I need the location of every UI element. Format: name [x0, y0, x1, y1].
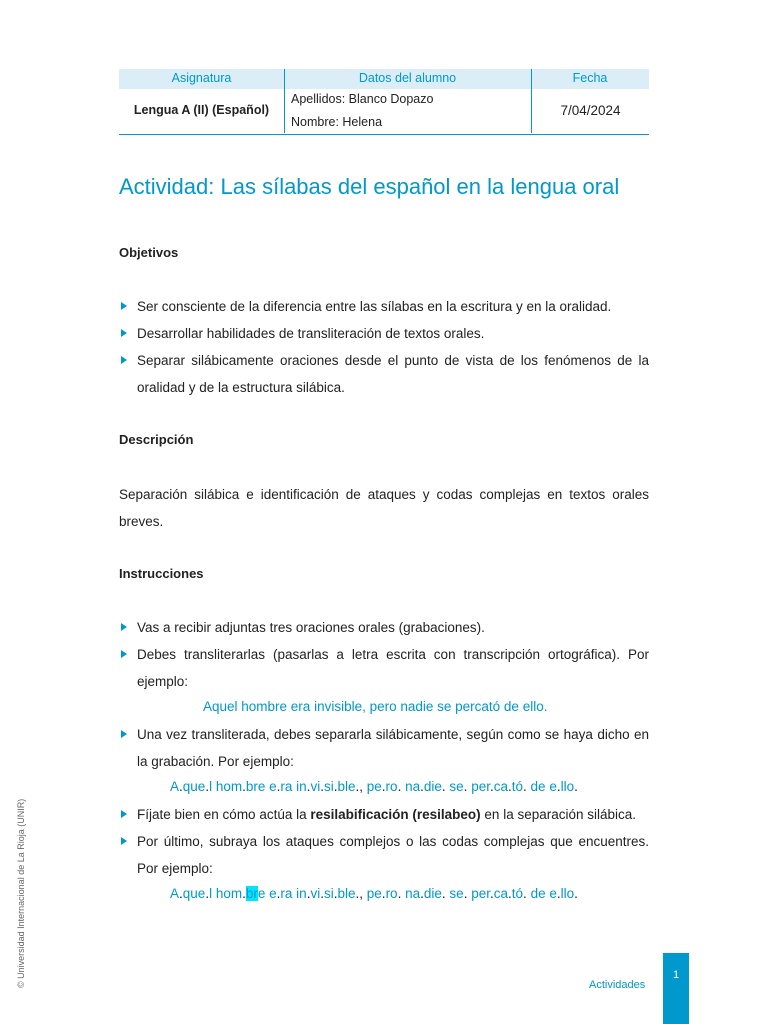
syllable-separator: . — [463, 886, 468, 901]
syllable-separator: . — [381, 886, 386, 901]
syllable: pe — [363, 886, 382, 901]
syllable: ra in — [280, 779, 307, 794]
description-text: Separación silábica e identificación de ataques y codas complejas en textos orales breves. — [119, 487, 649, 529]
syllable-separator: . — [508, 779, 512, 794]
list-item — [119, 293, 649, 320]
syllable: llo — [560, 886, 575, 901]
syllable: per — [467, 779, 490, 794]
page-number: 1 — [672, 969, 680, 981]
syllable-separator: . — [420, 779, 424, 794]
footer-label: Actividades — [589, 979, 646, 991]
syllable-separator: . — [574, 779, 578, 794]
date-value: 7/04/2024 — [560, 103, 621, 118]
syllable: si — [323, 779, 334, 794]
syllable-separator: . — [333, 779, 338, 794]
syllable: ro — [385, 886, 398, 901]
syllable: que — [182, 886, 206, 901]
syllable-separator: . — [320, 779, 324, 794]
syllable: A — [170, 779, 180, 794]
bold-term: resilabificación (resilabeo) — [310, 807, 481, 822]
syllable: ble — [337, 886, 356, 901]
syllable-separator: . — [320, 886, 324, 901]
list-item — [119, 347, 649, 401]
highlighted-syllable: br — [245, 886, 258, 901]
syllable-separator: . — [574, 886, 578, 901]
list-item-text: Vas a recibir adjuntas tres oraciones orales (grabaciones). — [137, 620, 485, 635]
bullet-arrow-icon — [121, 810, 127, 818]
list-item-text-end: en la separación silábica. — [480, 807, 637, 822]
list-item-text: Debes transliterarlas (pasarlas a letra escrita con transcripción ortográfica). Por ejemplo: — [137, 647, 649, 689]
bullet-arrow-icon — [121, 302, 127, 310]
syllable-separator: . — [397, 779, 402, 794]
list-item-text: Ser consciente de la diferencia entre las sílabas en la escritura y en la oralidad. — [137, 299, 612, 314]
syllable-separator: . — [242, 779, 246, 794]
bullet-arrow-icon — [121, 730, 127, 738]
syllable: pe — [363, 779, 382, 794]
syllable-separator: . — [205, 779, 210, 794]
syllable-separator: . — [397, 886, 402, 901]
syllable: tó — [511, 886, 524, 901]
syllable: l hom — [209, 886, 243, 901]
syllabified-example — [170, 779, 578, 794]
syllable-separator: . — [420, 886, 424, 901]
syllable: ca — [493, 779, 508, 794]
syllable: na — [401, 886, 421, 901]
syllable: se — [445, 886, 464, 901]
syllable: ro — [385, 779, 398, 794]
syllable-separator: . — [276, 779, 281, 794]
syllable: que — [182, 779, 206, 794]
bullet-arrow-icon — [121, 356, 127, 364]
bullet-arrow-icon — [121, 837, 127, 845]
list-item-text: Desarrollar habilidades de transliteración de textos orales. — [137, 326, 485, 341]
syllable: ble — [337, 779, 356, 794]
syllable-separator: . — [276, 886, 281, 901]
syllable: tó — [511, 779, 524, 794]
syllable: vi — [310, 886, 321, 901]
syllable-separator: . — [556, 779, 561, 794]
list-item-text: Por último, subraya los ataques complejos o las codas complejas que encuentres. Por ejemplo: — [137, 834, 649, 876]
syllable-separator: . — [205, 886, 210, 901]
syllable-separator: . — [556, 886, 561, 901]
syllable-separator: . — [441, 779, 446, 794]
syllable: si — [323, 886, 334, 901]
syllable-separator: . — [306, 779, 311, 794]
example-sentence: Aquel hombre era invisible, pero nadie se percató de ello. — [203, 699, 548, 714]
syllable-separator: . — [463, 779, 468, 794]
page-number-box — [663, 953, 689, 1024]
divider — [531, 69, 532, 133]
syllable: l hom — [209, 779, 243, 794]
list-item — [119, 320, 649, 347]
syllable-separator: . — [242, 886, 246, 901]
syllable-separator: . — [523, 886, 527, 901]
syllable-separator: . — [508, 886, 512, 901]
list-item — [119, 641, 649, 695]
col-student-header: Datos del alumno — [358, 71, 457, 85]
syllable-separator: . — [441, 886, 446, 901]
syllable: e e — [257, 886, 277, 901]
list-item — [119, 721, 649, 775]
syllable: vi — [310, 779, 321, 794]
list-item-text: Separar silábicamente oraciones desde el punto de vista de los fenómenos de la oralidad y de la estructura silábica. — [137, 353, 649, 395]
syllable-separator: . — [489, 779, 494, 794]
syllable-separator: . — [489, 886, 494, 901]
syllable-separator: . — [306, 886, 311, 901]
copyright-sidebar: © Universidad Internacional de La Rioja (UNIR) — [16, 798, 26, 988]
objectives-heading: Objetivos — [119, 245, 179, 260]
list-item — [119, 801, 649, 828]
syllable-separator: . — [381, 779, 386, 794]
list-item-text-start: Fíjate bien en cómo actúa la — [137, 807, 311, 822]
syllable: die — [423, 886, 442, 901]
col-date-header: Fecha — [572, 71, 608, 85]
bullet-arrow-icon — [121, 623, 127, 631]
syllable: na — [401, 779, 421, 794]
bullet-arrow-icon — [121, 650, 127, 658]
name-value: Nombre: Helena — [291, 115, 383, 129]
syllable: de e — [526, 779, 557, 794]
col-subject-header: Asignatura — [171, 71, 232, 85]
surname-value: Apellidos: Blanco Dopazo — [291, 92, 434, 106]
syllable-separator: ., — [355, 779, 363, 794]
syllable: bre e — [245, 779, 277, 794]
syllable-separator: . — [333, 886, 338, 901]
syllable: ca — [493, 886, 509, 901]
syllable: llo — [560, 779, 575, 794]
syllable: A — [170, 886, 180, 901]
instructions-heading: Instrucciones — [119, 566, 204, 581]
syllable-separator: . — [523, 779, 527, 794]
syllable-separator: ., — [355, 886, 364, 901]
syllable-separator: . — [179, 779, 183, 794]
underlined-example — [170, 886, 578, 901]
list-item-text: Una vez transliterada, debes separarla silábicamente, según como se haya dicho en la grabación. Por ejemplo: — [137, 727, 649, 769]
syllable: se — [445, 779, 464, 794]
divider — [284, 69, 285, 133]
list-item-text — [137, 801, 649, 828]
subject-value: Lengua A (II) (Español) — [133, 103, 270, 117]
list-item — [119, 614, 649, 641]
header-table — [119, 69, 649, 135]
syllable-separator: . — [179, 886, 183, 901]
syllable: per — [467, 886, 490, 901]
list-item — [119, 828, 649, 882]
page-title: Actividad: Las sílabas del español en la lengua oral — [119, 174, 620, 199]
description-heading: Descripción — [119, 432, 194, 447]
syllable: die — [423, 779, 442, 794]
syllable: de e — [526, 886, 557, 901]
bullet-arrow-icon — [121, 329, 127, 337]
syllable: ra in — [280, 886, 307, 901]
